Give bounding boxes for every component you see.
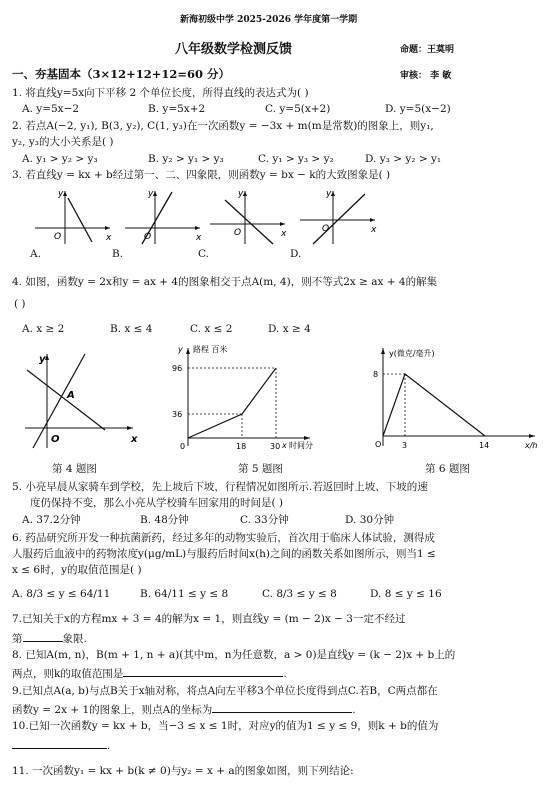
q4-option-d: D. x ≥ 4 <box>268 323 311 335</box>
svg-text:y: y <box>326 189 332 199</box>
q1-option-d: D. y=5(x−2) <box>385 103 451 115</box>
svg-text:x/h: x/h <box>525 441 538 450</box>
page-title: 八年级数学检测反馈 <box>175 42 293 57</box>
q6-stem-line1: 6. 药品研究所开发一种抗菌新药，经过多年的动物实验后，首次用于临床人体试验，测得成 <box>12 532 435 544</box>
graph-line <box>225 200 273 244</box>
svg-text:O: O <box>375 440 382 449</box>
q6-stem-line2: 人服药后血液中的药物浓度y(μg/mL)与服药后时间x(h)之间的函数关系如图所示，则当1 ≤ <box>12 548 436 560</box>
q3-option-c: C. <box>198 248 209 260</box>
svg-text:x: x <box>196 233 202 243</box>
svg-text:y: y <box>238 189 244 199</box>
section-heading: 一、夯基固本（3×12+12+12=60 分） <box>12 67 231 81</box>
q5-stem-line1: 5. 小亮早晨从家骑车到学校，先上坡后下坡，行程情况如图所示.若返回时上坡、下坡的速 <box>12 481 428 493</box>
q2-option-d: D. y₃ > y₂ > y₁ <box>365 153 442 165</box>
line-y-ax-plus-4 <box>27 370 105 430</box>
q5-option-d: D. 30分钟 <box>345 514 395 526</box>
q3-option-a: A. <box>30 248 41 260</box>
q7-prefix: 第 <box>12 633 23 645</box>
svg-text:14: 14 <box>479 441 490 450</box>
figure-4 <box>25 350 155 450</box>
q1-option-c: C. y=5(x+2) <box>265 103 331 115</box>
svg-text:O: O <box>51 434 60 445</box>
q3-graph-b <box>120 186 210 246</box>
svg-text:y: y <box>178 345 183 354</box>
q3-option-b: B. <box>112 248 124 260</box>
q9-suffix: . <box>352 704 356 716</box>
q5-stem-line2: 度仍保持不变，那么小亮从学校骑车回家用的时间是( ) <box>30 497 284 509</box>
svg-text:x: x <box>282 441 287 450</box>
svg-text:路程 百米: 路程 百米 <box>193 345 228 354</box>
q7-stem-line1: 7.已知关于x的方程mx + 3 = 4的解为x = 1，则直线y = (m − 2)x − 3一定不经过 <box>12 613 406 625</box>
figure-4-caption: 第 4 题图 <box>52 463 97 475</box>
svg-text:18: 18 <box>236 442 247 451</box>
svg-text:36: 36 <box>172 410 183 419</box>
svg-text:A: A <box>67 390 75 401</box>
q2-stem-line1: 2. 若点A(−2, y₁), B(3, y₂), C(1, y₃)在一次函数y = −3x + m(m是常数)的图象上，则y₁, <box>12 120 434 132</box>
svg-text:y: y <box>58 189 64 199</box>
figure-6-caption: 第 6 题图 <box>425 463 470 475</box>
svg-text:O: O <box>144 232 152 242</box>
q3-option-d: D. <box>290 248 302 260</box>
q4-option-b: B. x ≤ 4 <box>110 323 153 335</box>
q9-stem-line2 <box>12 701 356 717</box>
q4-option-a: A. x ≥ 2 <box>22 323 65 335</box>
author-label: 命题：王莫明 <box>400 45 455 55</box>
q8-prefix: 两点，则k的取值范围是 <box>12 668 124 680</box>
q6-option-a: A. 8/3 ≤ y ≤ 64/11 <box>12 588 111 600</box>
q5-option-a: A. 37.2分钟 <box>22 514 81 526</box>
q2-option-c: C. y₁ > y₃ > y₂ <box>258 153 334 165</box>
q7-stem-line2 <box>12 630 87 646</box>
q4-option-c: C. x ≤ 2 <box>190 323 233 335</box>
svg-text:O: O <box>234 228 242 238</box>
q9-answer-blank[interactable] <box>212 701 352 713</box>
concentration-line <box>383 374 485 436</box>
q6-stem-line3: x ≤ 6时，y的取值范围是( ) <box>12 564 142 576</box>
svg-text:8: 8 <box>373 370 379 379</box>
svg-text:x: x <box>281 229 287 239</box>
q9-stem-line1: 9.已知点A(a, b)与点B关于x轴对称，将点A向左平移3个单位长度得到点C.若B，C两点都在 <box>12 685 438 697</box>
q4-paren: ( ) <box>14 298 26 310</box>
svg-text:x: x <box>131 434 138 445</box>
svg-text:y(微克/毫升): y(微克/毫升) <box>389 349 435 358</box>
graph-line <box>68 198 92 242</box>
q10-stem-line2 <box>12 737 110 753</box>
svg-text:O: O <box>322 224 330 234</box>
school-term-header: 新海初级中学 2025-2026 学年度第一学期 <box>180 15 358 25</box>
q10-suffix: . <box>107 740 111 752</box>
q3-graph-a <box>30 186 120 246</box>
distance-line <box>188 368 276 438</box>
q11-stem: 11. 一次函数y₁ = kx + b(k ≠ 0)与y₂ = x + a的图象如图，则下列结论: <box>12 765 354 777</box>
q8-stem-line2 <box>12 665 287 681</box>
q1-option-a: A. y=5x−2 <box>22 103 80 115</box>
svg-text:30: 30 <box>270 442 281 451</box>
q1-stem: 1. 将直线y=5x向下平移 2 个单位长度，所得直线的表达式为( ) <box>12 87 309 99</box>
svg-text:时间分: 时间分 <box>289 441 313 450</box>
q8-suffix: . <box>283 668 287 680</box>
q10-stem-line1: 10.已知一次函数y = kx + b，当−3 ≤ x ≤ 1时，对应y的值为1 ≤ y ≤ 9，则k + b的值为 <box>12 720 439 732</box>
q6-option-d: D. 8 ≤ y ≤ 16 <box>370 588 442 600</box>
q7-answer-blank[interactable] <box>23 630 63 642</box>
q2-option-a: A. y₁ > y₂ > y₃ <box>22 153 98 165</box>
svg-text:0: 0 <box>180 442 186 451</box>
q2-stem-line2: y₂, y₃的大小关系是( ) <box>12 136 114 148</box>
reviewer-label: 审核： 李 敏 <box>400 71 452 81</box>
figure-5-caption: 第 5 题图 <box>238 463 283 475</box>
svg-text:y: y <box>39 354 46 365</box>
q8-stem-line1: 8. 已知A(m, n)，B(m + 1, n + a)(其中m，n为任意数，a > 0)是直线y = (k − 2)x + b上的 <box>12 649 456 661</box>
q3-graph-d <box>295 186 385 246</box>
figure-6 <box>365 342 545 454</box>
q6-option-c: C. 8/3 ≤ y ≤ 8 <box>262 588 337 600</box>
svg-text:96: 96 <box>172 364 183 373</box>
graph-line <box>313 194 365 244</box>
q10-answer-blank[interactable] <box>12 737 107 749</box>
q9-prefix: 函数y = 2x + 1的图象上，则点A的坐标为 <box>12 704 213 716</box>
q8-answer-blank[interactable] <box>123 665 283 677</box>
svg-text:y: y <box>148 189 154 199</box>
svg-text:x: x <box>106 233 112 243</box>
svg-text:O: O <box>54 232 62 242</box>
q4-stem: 4. 如图，函数y = 2x和y = ax + 4的图象相交于点A(m, 4)，则不等式2x ≥ ax + 4的解集 <box>12 276 438 288</box>
svg-text:3: 3 <box>402 441 408 450</box>
q5-option-c: C. 33分钟 <box>240 514 289 526</box>
q2-option-b: B. y₂ > y₁ > y₃ <box>148 153 224 165</box>
figure-5 <box>170 342 340 454</box>
q1-option-b: B. y=5x+2 <box>148 103 206 115</box>
q3-stem: 3. 若直线y = kx + b经过第一、二、四象限，则函数y = bx − k的大致图象是( ) <box>12 169 391 181</box>
svg-text:x: x <box>371 225 377 235</box>
q3-graph-c <box>205 186 295 246</box>
q6-option-b: B. 64/11 ≤ y ≤ 8 <box>140 588 229 600</box>
q7-suffix: 象限. <box>62 633 87 645</box>
q5-option-b: B. 48分钟 <box>140 514 189 526</box>
